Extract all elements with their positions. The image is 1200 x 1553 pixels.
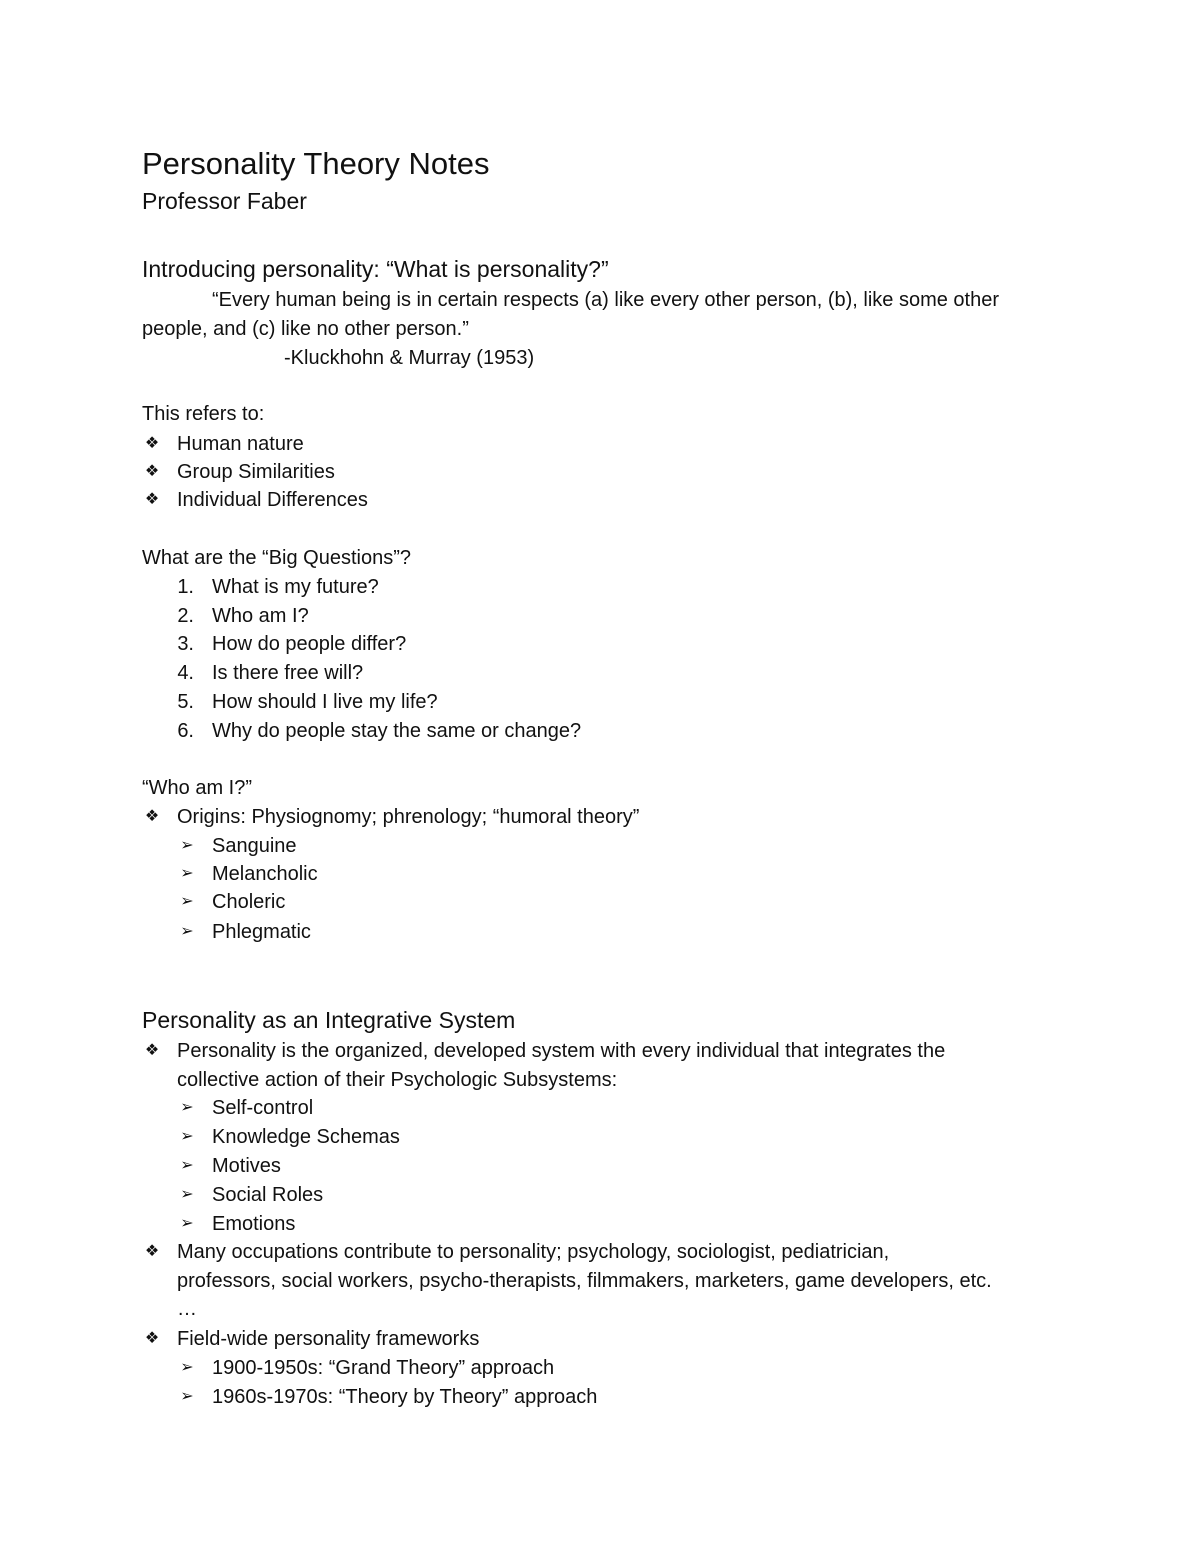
list-item: 1900-1950s: “Grand Theory” approach	[212, 1357, 555, 1379]
arrow-bullet-icon: ➢	[180, 1099, 194, 1116]
list-item-continuation: collective action of their Psychologic Subsystems:	[177, 1069, 618, 1091]
list-number: 3.	[177, 633, 194, 655]
diamond-bullet-icon: ❖	[144, 435, 160, 452]
who-label: “Who am I?”	[142, 777, 253, 799]
list-item-continuation: …	[177, 1298, 197, 1320]
list-item: Social Roles	[212, 1184, 324, 1206]
arrow-bullet-icon: ➢	[180, 1215, 194, 1232]
list-number: 6.	[177, 720, 194, 742]
list-item: How do people differ?	[212, 633, 407, 655]
big-questions-label: What are the “Big Questions”?	[142, 547, 412, 569]
list-item-continuation: professors, social workers, psycho-therapists, filmmakers, marketers, game developers, etc.	[177, 1270, 992, 1292]
list-item: Is there free will?	[212, 662, 364, 684]
list-item: Phlegmatic	[212, 921, 311, 943]
list-item: Many occupations contribute to personality; psychology, sociologist, pediatrician,	[177, 1241, 890, 1263]
doc-author: Professor Faber	[142, 188, 307, 214]
list-item: Sanguine	[212, 835, 297, 857]
list-item: Field-wide personality frameworks	[177, 1328, 480, 1350]
arrow-bullet-icon: ➢	[180, 1186, 194, 1203]
list-item: Human nature	[177, 433, 304, 455]
list-number: 5.	[177, 691, 194, 713]
diamond-bullet-icon: ❖	[144, 1042, 160, 1059]
list-item: Individual Differences	[177, 489, 368, 511]
diamond-bullet-icon: ❖	[144, 808, 160, 825]
arrow-bullet-icon: ➢	[180, 865, 194, 882]
arrow-bullet-icon: ➢	[180, 1359, 194, 1376]
list-item: What is my future?	[212, 576, 379, 598]
list-item: Origins: Physiognomy; phrenology; “humoral theory”	[177, 806, 640, 828]
quote-line: “Every human being is in certain respects (a) like every other person, (b), like some other	[212, 289, 1000, 311]
list-item: Personality is the organized, developed system with every individual that integrates the	[177, 1040, 946, 1062]
list-item: Knowledge Schemas	[212, 1126, 400, 1148]
arrow-bullet-icon: ➢	[180, 837, 194, 854]
system-heading: Personality as an Integrative System	[142, 1007, 516, 1033]
quote-attribution: -Kluckhohn & Murray (1953)	[284, 347, 535, 369]
quote-line: people, and (c) like no other person.”	[142, 318, 469, 340]
diamond-bullet-icon: ❖	[144, 1243, 160, 1260]
list-item: How should I live my life?	[212, 691, 438, 713]
list-item: Group Similarities	[177, 461, 335, 483]
list-item: Melancholic	[212, 863, 318, 885]
list-number: 1.	[177, 576, 194, 598]
diamond-bullet-icon: ❖	[144, 463, 160, 480]
list-item: Choleric	[212, 891, 286, 913]
refers-label: This refers to:	[142, 403, 265, 425]
list-number: 2.	[177, 605, 194, 627]
intro-heading: Introducing personality: “What is personality?”	[142, 256, 609, 282]
doc-title: Personality Theory Notes	[142, 146, 490, 181]
list-item: Self-control	[212, 1097, 314, 1119]
arrow-bullet-icon: ➢	[180, 1157, 194, 1174]
arrow-bullet-icon: ➢	[180, 923, 194, 940]
list-item: Emotions	[212, 1213, 296, 1235]
list-item: Motives	[212, 1155, 281, 1177]
arrow-bullet-icon: ➢	[180, 893, 194, 910]
list-item: Who am I?	[212, 605, 309, 627]
arrow-bullet-icon: ➢	[180, 1388, 194, 1405]
list-item: 1960s-1970s: “Theory by Theory” approach	[212, 1386, 598, 1408]
list-number: 4.	[177, 662, 194, 684]
diamond-bullet-icon: ❖	[144, 491, 160, 508]
list-item: Why do people stay the same or change?	[212, 720, 582, 742]
arrow-bullet-icon: ➢	[180, 1128, 194, 1145]
diamond-bullet-icon: ❖	[144, 1330, 160, 1347]
